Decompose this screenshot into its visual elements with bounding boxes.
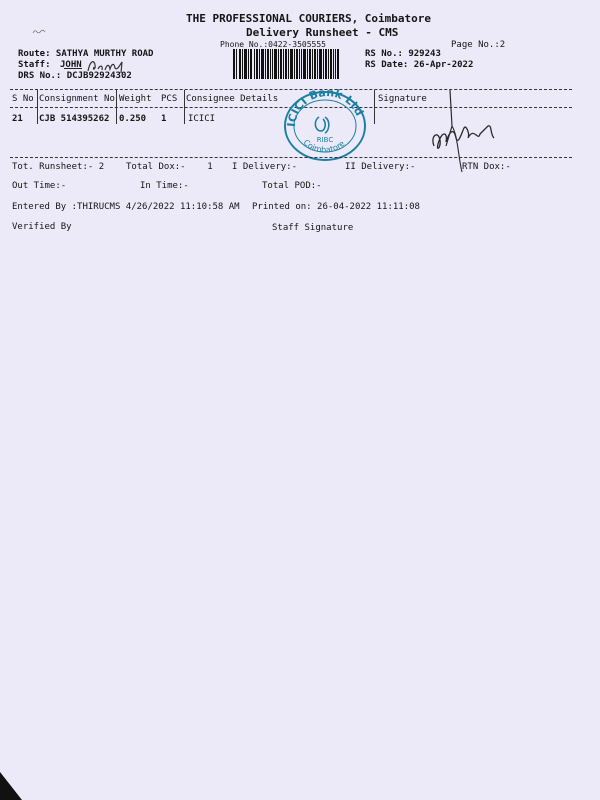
in-time: In Time:- bbox=[140, 181, 189, 191]
staff-label: Staff: bbox=[18, 60, 51, 70]
header-pcs: PCS bbox=[161, 94, 178, 104]
document-title: Delivery Runsheet - CMS bbox=[246, 26, 399, 39]
header-signature: Signature bbox=[378, 94, 427, 104]
cell-consignment: CJB 514395262 bbox=[39, 114, 110, 124]
staff-name: JOHN bbox=[60, 60, 82, 70]
staff-signature-label: Staff Signature bbox=[272, 223, 354, 233]
handwritten-mark bbox=[32, 28, 46, 36]
svg-text:RIBC: RIBC bbox=[316, 136, 334, 144]
bank-stamp bbox=[281, 87, 371, 163]
cell-consignee: ICICI bbox=[188, 114, 216, 124]
cell-weight: 0.250 bbox=[119, 114, 147, 124]
header-weight: Weight bbox=[119, 94, 152, 104]
second-delivery: II Delivery:- bbox=[345, 162, 416, 172]
total-pod: Total POD:- bbox=[262, 181, 322, 191]
total-dox: Total Dox:- 1 bbox=[126, 162, 213, 172]
header-sno: S No bbox=[12, 94, 34, 104]
scan-corner-shadow bbox=[0, 772, 22, 800]
rtn-dox: RTN Dox:- bbox=[462, 162, 511, 172]
header-consignee: Consignee Details bbox=[186, 94, 279, 104]
out-time: Out Time:- bbox=[12, 181, 67, 191]
rs-date: RS Date: 26-Apr-2022 bbox=[365, 60, 474, 70]
page-number: Page No.:2 bbox=[451, 40, 506, 50]
cell-sno: 21 bbox=[12, 114, 23, 124]
verified-by: Verified By bbox=[12, 222, 72, 232]
staff-name-strikethrough bbox=[64, 68, 82, 69]
svg-text:ICICI Bank Ltd: ICICI Bank Ltd bbox=[284, 87, 366, 128]
company-name: THE PROFESSIONAL COURIERS, Coimbatore bbox=[186, 12, 432, 25]
svg-text:Coimbatore: Coimbatore bbox=[301, 137, 347, 155]
header-consignment: Consignment No bbox=[39, 94, 115, 104]
drs-number: DRS No.: DCJB92924302 bbox=[18, 71, 132, 81]
cell-pcs: 1 bbox=[161, 114, 167, 124]
printed-on: Printed on: 26-04-2022 11:11:08 bbox=[252, 202, 420, 212]
barcode bbox=[233, 49, 339, 79]
total-runsheet: Tot. Runsheet:- 2 bbox=[12, 162, 105, 172]
route: Route: SATHYA MURTHY ROAD bbox=[18, 49, 154, 59]
entered-by: Entered By :THIRUCMS 4/26/2022 11:10:58 AM bbox=[12, 202, 240, 212]
phone-number: Phone No.:0422-3505555 bbox=[220, 40, 326, 49]
first-delivery: I Delivery:- bbox=[232, 162, 298, 172]
summary-rule bbox=[10, 157, 572, 158]
rs-number: RS No.: 929243 bbox=[365, 49, 441, 59]
